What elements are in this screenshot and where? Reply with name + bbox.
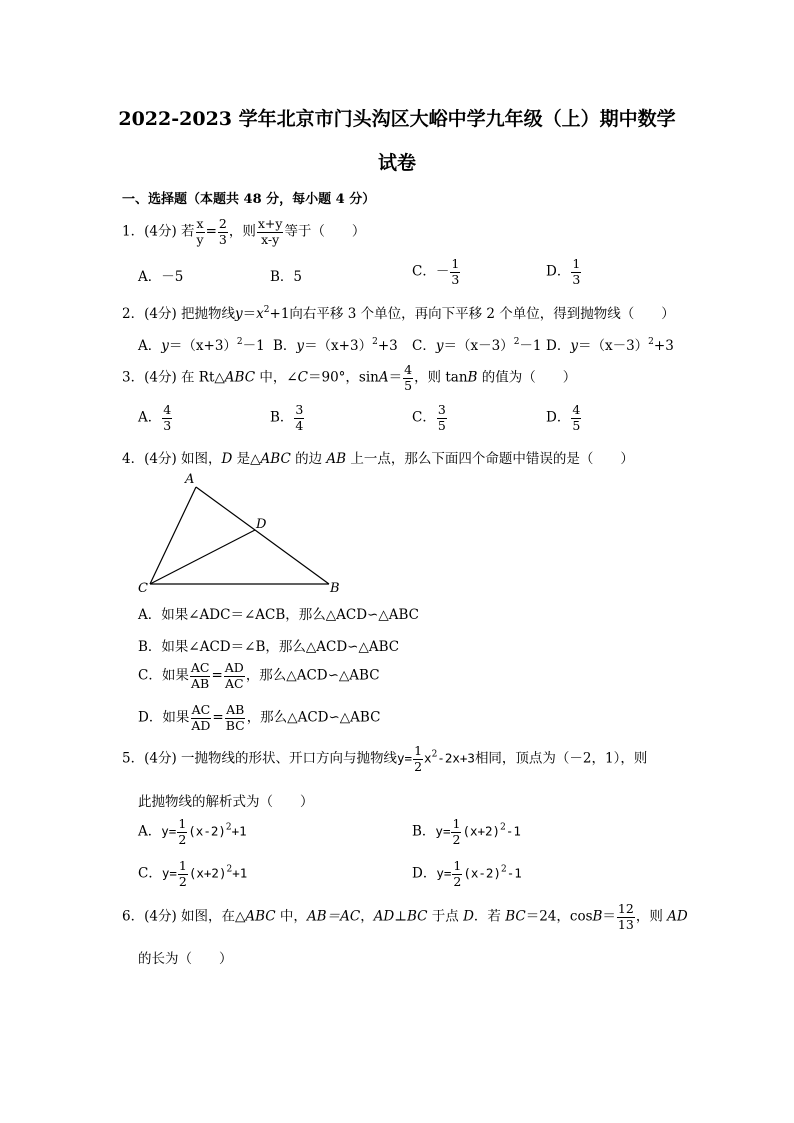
q1-prefix: 1．(4分) 若 bbox=[122, 223, 195, 240]
edge-cd bbox=[150, 530, 255, 584]
q4-option-a[interactable]: A．如果∠ADC＝∠ACB，那么△ACD∽△ABC bbox=[138, 607, 420, 623]
q3-option-b[interactable]: B． $\frac{3}{4}$ bbox=[270, 402, 304, 433]
q1-option-c[interactable]: C．－ $\frac{1}{3}$ bbox=[412, 256, 460, 287]
q1-option-a[interactable]: A．－5 bbox=[138, 269, 184, 285]
q2-option-a[interactable]: A．$y=(x+3)^2-1$ bbox=[138, 337, 265, 354]
q2-option-c[interactable]: C．$y=(x-3)^2-1$ bbox=[412, 337, 542, 354]
question-4: 4．(4分) 如图，D 是△ABC 的边 AB 上一点，那么下面四个命题中错误的是（ ） bbox=[122, 451, 634, 467]
q5-option-a[interactable]: A．y= $\frac{1}{2}$ $(x-2)^2+1$ bbox=[138, 816, 247, 847]
q1-frac-2-3: $\frac{2}{3}$ bbox=[218, 216, 227, 247]
q1-option-b[interactable]: B．5 bbox=[270, 269, 303, 285]
q3-option-c[interactable]: C． $\frac{3}{5}$ bbox=[412, 402, 446, 433]
q5-option-b[interactable]: B．y= $\frac{1}{2}$ $(x+2)^2-1$ bbox=[412, 816, 521, 847]
q5-option-d[interactable]: D．y= $\frac{1}{2}$ $(x-2)^2-1$ bbox=[412, 858, 522, 889]
question-1: 1．(4分) 若 $\frac{x}{y}$ = $\frac{2}{3}$ ，则 $\frac{x+y}{x-y}$ 等于（ ） bbox=[122, 216, 366, 247]
question-6: 6．(4分) 如图，在△ABC 中，AB＝AC，AD⊥BC 于点 D．若 BC＝24，cosB＝ $\frac{12}{13}$ ，则 AD bbox=[122, 901, 688, 932]
q2-option-d[interactable]: D．$y=(x-3)^2+3$ bbox=[546, 337, 674, 354]
label-c: C bbox=[138, 581, 148, 596]
question-5-line2: 此抛物线的解析式为（ ） bbox=[138, 794, 314, 810]
q1-option-d[interactable]: D． $\frac{1}{3}$ bbox=[546, 256, 581, 287]
q2-option-b[interactable]: B．$y=(x+3)^2+3$ bbox=[273, 337, 398, 354]
q4-option-b[interactable]: B．如果∠ACD＝∠B，那么△ACD∽△ABC bbox=[138, 639, 400, 655]
q4-option-d[interactable]: D．如果 $\frac{AC}{AD}$ = $\frac{AB}{BC}$ ，那么△ACD∽△ABC bbox=[138, 702, 381, 733]
q3-option-d[interactable]: D． $\frac{4}{5}$ bbox=[546, 402, 581, 433]
label-b: B bbox=[330, 581, 340, 596]
question-5: 5．(4分) 一抛物线的形状、开口方向与抛物线y= $\frac{1}{2}$ $x^2-2x+3$相同，顶点为（－2，1），则 bbox=[122, 743, 648, 774]
q1-frac-x-y: $\frac{x}{y}$ bbox=[196, 216, 204, 247]
page-title: 2022-2023 学年北京市门头沟区大峪中学九年级（上）期中数学 bbox=[118, 108, 676, 130]
edge-ab bbox=[196, 487, 329, 584]
q1-frac-xy: $\frac{x+y}{x-y}$ bbox=[257, 216, 283, 247]
question-2: 2．(4分) 把抛物线$y=x^2+1$向右平移 3 个单位，再向下平移 2 个单位，得到抛物线（ ） bbox=[122, 305, 675, 322]
q3-option-a[interactable]: A． $\frac{4}{3}$ bbox=[138, 402, 172, 433]
question-6-line2: 的长为（ ） bbox=[138, 951, 233, 967]
label-d: D bbox=[256, 517, 267, 532]
page-title-cont: 试卷 bbox=[377, 152, 416, 174]
edge-ac bbox=[150, 487, 196, 584]
q4-triangle-figure bbox=[130, 468, 360, 598]
q3-frac: $\frac{4}{5}$ bbox=[404, 362, 413, 393]
q4-option-c[interactable]: C．如果 $\frac{AC}{AB}$ = $\frac{AD}{AC}$ ，那么△ACD∽△ABC bbox=[138, 660, 380, 691]
question-3: 3．(4分) 在 Rt△ABC 中，∠C＝90°，sinA＝ $\frac{4}{5}$ ，则 tanB 的值为（ ） bbox=[122, 362, 577, 393]
section-heading: 一、选择题（本题共 48 分，每小题 4 分） bbox=[122, 192, 376, 207]
label-a: A bbox=[185, 472, 195, 487]
q5-option-c[interactable]: C．y= $\frac{1}{2}$ $(x+2)^2+1$ bbox=[138, 858, 248, 889]
